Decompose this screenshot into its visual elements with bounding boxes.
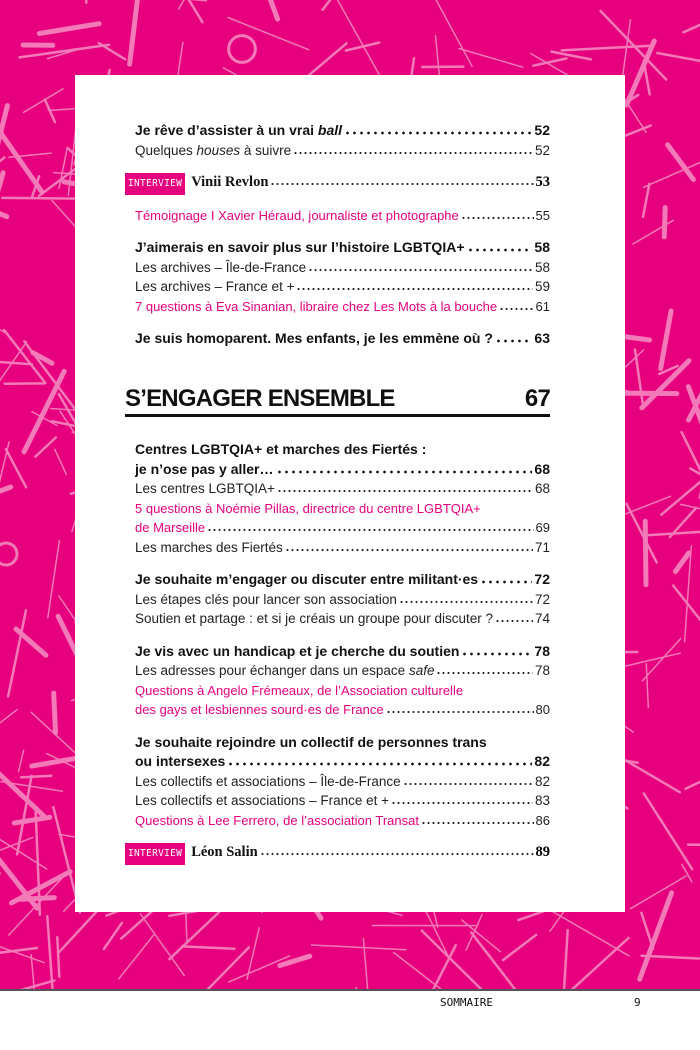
entry-title: Les collectifs et associations – Île-de-France	[135, 773, 401, 789]
map-street	[21, 776, 51, 778]
section-heading[interactable]	[125, 384, 550, 417]
contents-group	[135, 206, 550, 226]
toc-entry-main[interactable]	[135, 440, 550, 460]
toc-entry-sub[interactable]	[135, 609, 550, 629]
toc-entry-interview[interactable]	[125, 173, 550, 193]
leader-dots	[403, 780, 533, 786]
toc-entry-main[interactable]	[135, 570, 550, 590]
leader-dots	[399, 598, 533, 604]
leader-dots	[461, 214, 534, 220]
entry-title: 7 questions à Eva Sinanian, libraire chez Les Mots à la bouche	[135, 298, 498, 314]
map-street	[119, 935, 154, 979]
leader-dots	[461, 650, 532, 656]
map-street	[661, 311, 672, 369]
map-street	[562, 930, 568, 989]
leader-dots	[276, 468, 533, 474]
entry-title: Vinii Revlon	[191, 174, 269, 190]
entry-title: Je rêve d’assister à un vrai ball	[135, 122, 343, 138]
leader-dots	[207, 526, 533, 532]
leader-dots	[467, 246, 533, 252]
entry-title: 5 questions à Noémie Pillas, directrice du centre LGBTQIA+	[135, 500, 481, 516]
toc-entry-main[interactable]	[135, 752, 550, 772]
map-street	[645, 521, 646, 585]
entry-title: Questions à Lee Ferrero, de l’association Transat	[135, 812, 419, 828]
leader-dots	[285, 546, 533, 552]
map-street	[664, 208, 665, 237]
entry-page: 72	[534, 571, 550, 587]
leader-dots	[436, 669, 533, 675]
toc-entry-sub[interactable]	[135, 258, 550, 278]
contents-group	[135, 121, 550, 160]
map-street	[0, 187, 7, 217]
leader-dots	[308, 266, 533, 272]
map-street	[184, 0, 203, 22]
entry-title: Les étapes clés pour lancer son association	[135, 591, 397, 607]
toc-entry-sub[interactable]	[135, 479, 550, 499]
map-street	[24, 89, 63, 113]
map-street	[39, 24, 99, 34]
toc-entry-main[interactable]	[135, 238, 550, 258]
leader-dots	[260, 850, 534, 856]
toc-entry-sub[interactable]	[135, 538, 550, 558]
map-street	[562, 46, 654, 51]
map-street	[640, 893, 672, 980]
map-street	[54, 693, 56, 733]
entry-title: Témoignage I Xavier Héraud, journaliste et photographe	[135, 207, 459, 223]
toc-entry-pink[interactable]	[135, 700, 550, 720]
contents-group	[135, 440, 550, 557]
map-street	[0, 487, 11, 511]
map-street	[642, 361, 689, 408]
interview-badge: INTERVIEW	[125, 843, 185, 865]
map-street	[182, 946, 234, 948]
page-number: 9	[634, 996, 641, 1009]
map-street	[228, 18, 309, 50]
leader-dots	[495, 617, 533, 623]
map-street	[601, 11, 667, 80]
map-street	[84, 0, 86, 3]
toc-entry-pink[interactable]	[135, 206, 550, 226]
interview-badge: INTERVIEW	[125, 173, 185, 195]
toc-entry-sub[interactable]	[135, 590, 550, 610]
entry-page: 74	[534, 611, 550, 626]
map-street	[644, 152, 700, 188]
section-page: 67	[524, 385, 550, 412]
entry-page: 61	[535, 298, 550, 314]
map-street	[503, 935, 536, 960]
footer-label: SOMMAIRE	[440, 996, 493, 1009]
entry-page: 82	[534, 753, 550, 769]
toc-entry-pink[interactable]	[135, 811, 550, 831]
toc-entry-main[interactable]	[135, 642, 550, 662]
toc-entry-interview[interactable]	[125, 843, 550, 863]
entry-page: 53	[535, 174, 550, 190]
map-street	[644, 794, 692, 870]
toc-entry-pink[interactable]	[135, 681, 550, 701]
entry-title: Les archives – Île-de-France	[135, 259, 307, 275]
map-street	[642, 639, 681, 681]
map-street	[646, 664, 648, 708]
section-title: S’ENGAGER ENSEMBLE	[125, 385, 395, 412]
toc-entry-main[interactable]	[135, 121, 550, 141]
entry-page: 78	[534, 642, 550, 659]
map-street	[8, 610, 26, 696]
entry-title: Centres LGBTQIA+ et marches des Fiertés :	[135, 441, 427, 457]
contents-part-2	[128, 440, 550, 876]
entry-title: de Marseille	[135, 520, 206, 535]
entry-title: Les centres LGBTQIA+	[135, 481, 275, 496]
leader-dots	[227, 760, 532, 766]
leader-dots	[270, 180, 533, 186]
entry-page: 58	[534, 239, 550, 255]
map-street	[686, 772, 700, 789]
toc-entry-main[interactable]	[135, 329, 550, 349]
map-street	[657, 53, 700, 69]
entry-title: J’aimerais en savoir plus sur l’histoire LGBTQIA+	[135, 239, 465, 255]
map-street	[0, 173, 3, 279]
entry-title: des gays et lesbiennes sourd·es de France	[135, 702, 384, 717]
map-street	[311, 945, 406, 950]
entry-page: 82	[534, 773, 550, 789]
entry-title: Je vis avec un handicap et je cherche du soutien	[135, 642, 460, 659]
entry-title: Soutien et partage : et si je créais un groupe pour discuter ?	[135, 611, 493, 626]
entry-page: 80	[535, 702, 550, 717]
entry-title: Les adresses pour échanger dans un espace safe	[135, 663, 435, 678]
map-street	[47, 916, 54, 989]
map-street	[0, 710, 17, 737]
toc-entry-main[interactable]	[135, 733, 550, 753]
leader-dots	[277, 487, 533, 493]
leader-dots	[495, 337, 533, 343]
leader-dots	[421, 819, 534, 825]
map-street	[316, 988, 356, 989]
entry-page: 72	[534, 591, 550, 607]
entry-title: Les archives – France et +	[135, 279, 295, 294]
entry-page: 58	[534, 259, 550, 275]
leader-dots	[480, 578, 532, 584]
entry-page: 83	[534, 793, 550, 808]
entry-page: 59	[534, 279, 550, 294]
toc-entry-sub[interactable]	[135, 141, 550, 161]
leader-dots	[386, 708, 534, 714]
map-street	[0, 981, 54, 989]
map-street	[57, 937, 59, 976]
entry-title: Je souhaite rejoindre un collectif de personnes trans	[135, 733, 487, 750]
map-street	[55, 449, 67, 474]
contents-group	[128, 173, 550, 193]
map-street	[622, 20, 630, 80]
entry-title: ou intersexes	[135, 753, 226, 769]
entry-page: 63	[534, 330, 550, 346]
map-street	[688, 845, 700, 846]
map-street	[630, 876, 686, 909]
contents-group	[135, 238, 550, 316]
leader-dots	[344, 129, 532, 135]
map-street	[179, 0, 221, 9]
contents-group	[135, 329, 550, 349]
contents-group	[135, 642, 550, 720]
map-street	[140, 914, 184, 976]
map-street	[130, 0, 140, 64]
leader-dots	[391, 799, 533, 805]
toc-entry-sub[interactable]	[135, 277, 550, 297]
map-street	[0, 839, 47, 869]
map-street	[6, 449, 26, 487]
entry-page: 68	[534, 460, 550, 477]
map-street	[420, 0, 472, 66]
toc-entry-pink[interactable]	[135, 518, 550, 538]
map-street	[99, 43, 125, 59]
entry-title: Les collectifs et associations – France et +	[135, 793, 390, 808]
map-street	[270, 0, 278, 19]
entry-title: Quelques houses à suivre	[135, 142, 292, 158]
entry-page: 55	[535, 207, 550, 223]
toc-entry-sub[interactable]	[135, 791, 550, 811]
entry-title: Je suis homoparent. Mes enfants, je les emmène où ?	[135, 330, 493, 346]
map-street	[19, 750, 24, 771]
toc-entry-main[interactable]	[135, 460, 550, 480]
map-street	[635, 350, 643, 406]
map-street	[422, 931, 492, 989]
map-street	[363, 939, 369, 989]
map-street	[643, 184, 649, 217]
map-street	[35, 437, 56, 456]
entry-title: Léon Salin	[191, 844, 258, 860]
leader-dots	[499, 305, 533, 311]
toc-entry-pink[interactable]	[135, 499, 550, 519]
map-street	[48, 541, 60, 618]
map-street	[675, 553, 688, 572]
map-street	[459, 49, 523, 68]
entry-page: 68	[534, 481, 550, 496]
toc-entry-sub[interactable]	[135, 661, 550, 681]
map-roundabout	[0, 543, 17, 565]
entry-page: 86	[535, 812, 550, 828]
map-street	[104, 923, 122, 949]
map-street	[684, 13, 700, 33]
contents-group	[128, 843, 550, 863]
map-street	[191, 948, 249, 990]
contents-part-1	[128, 121, 550, 362]
map-street	[0, 361, 32, 364]
map-roundabout	[229, 36, 256, 63]
map-street	[552, 52, 591, 60]
entry-title: Les marches des Fiertés	[135, 539, 283, 555]
map-street	[633, 220, 673, 244]
map-street	[471, 933, 522, 989]
map-street	[627, 504, 657, 563]
map-street	[682, 432, 700, 488]
leader-dots	[293, 149, 533, 155]
contents-group	[135, 570, 550, 629]
map-street	[323, 0, 386, 10]
entry-page: 69	[535, 520, 550, 535]
toc-entry-sub[interactable]	[135, 772, 550, 792]
entry-title: Questions à Angelo Frémeaux, de l’Association culturelle	[135, 682, 464, 698]
toc-entry-pink[interactable]	[135, 297, 550, 317]
map-street	[337, 0, 383, 82]
map-street	[689, 323, 700, 420]
map-street	[551, 938, 629, 989]
map-street	[0, 822, 37, 909]
contents-group	[135, 733, 550, 831]
entry-page: 52	[534, 122, 550, 138]
map-street	[308, 43, 347, 76]
entry-title: Je souhaite m’engager ou discuter entre militant·es	[135, 571, 479, 587]
entry-page: 78	[534, 663, 550, 678]
entry-page: 89	[535, 844, 550, 860]
leader-dots	[296, 285, 533, 291]
entry-title: je n’ose pas y aller…	[135, 460, 274, 477]
entry-page: 52	[534, 142, 550, 158]
entry-page: 71	[534, 539, 550, 555]
